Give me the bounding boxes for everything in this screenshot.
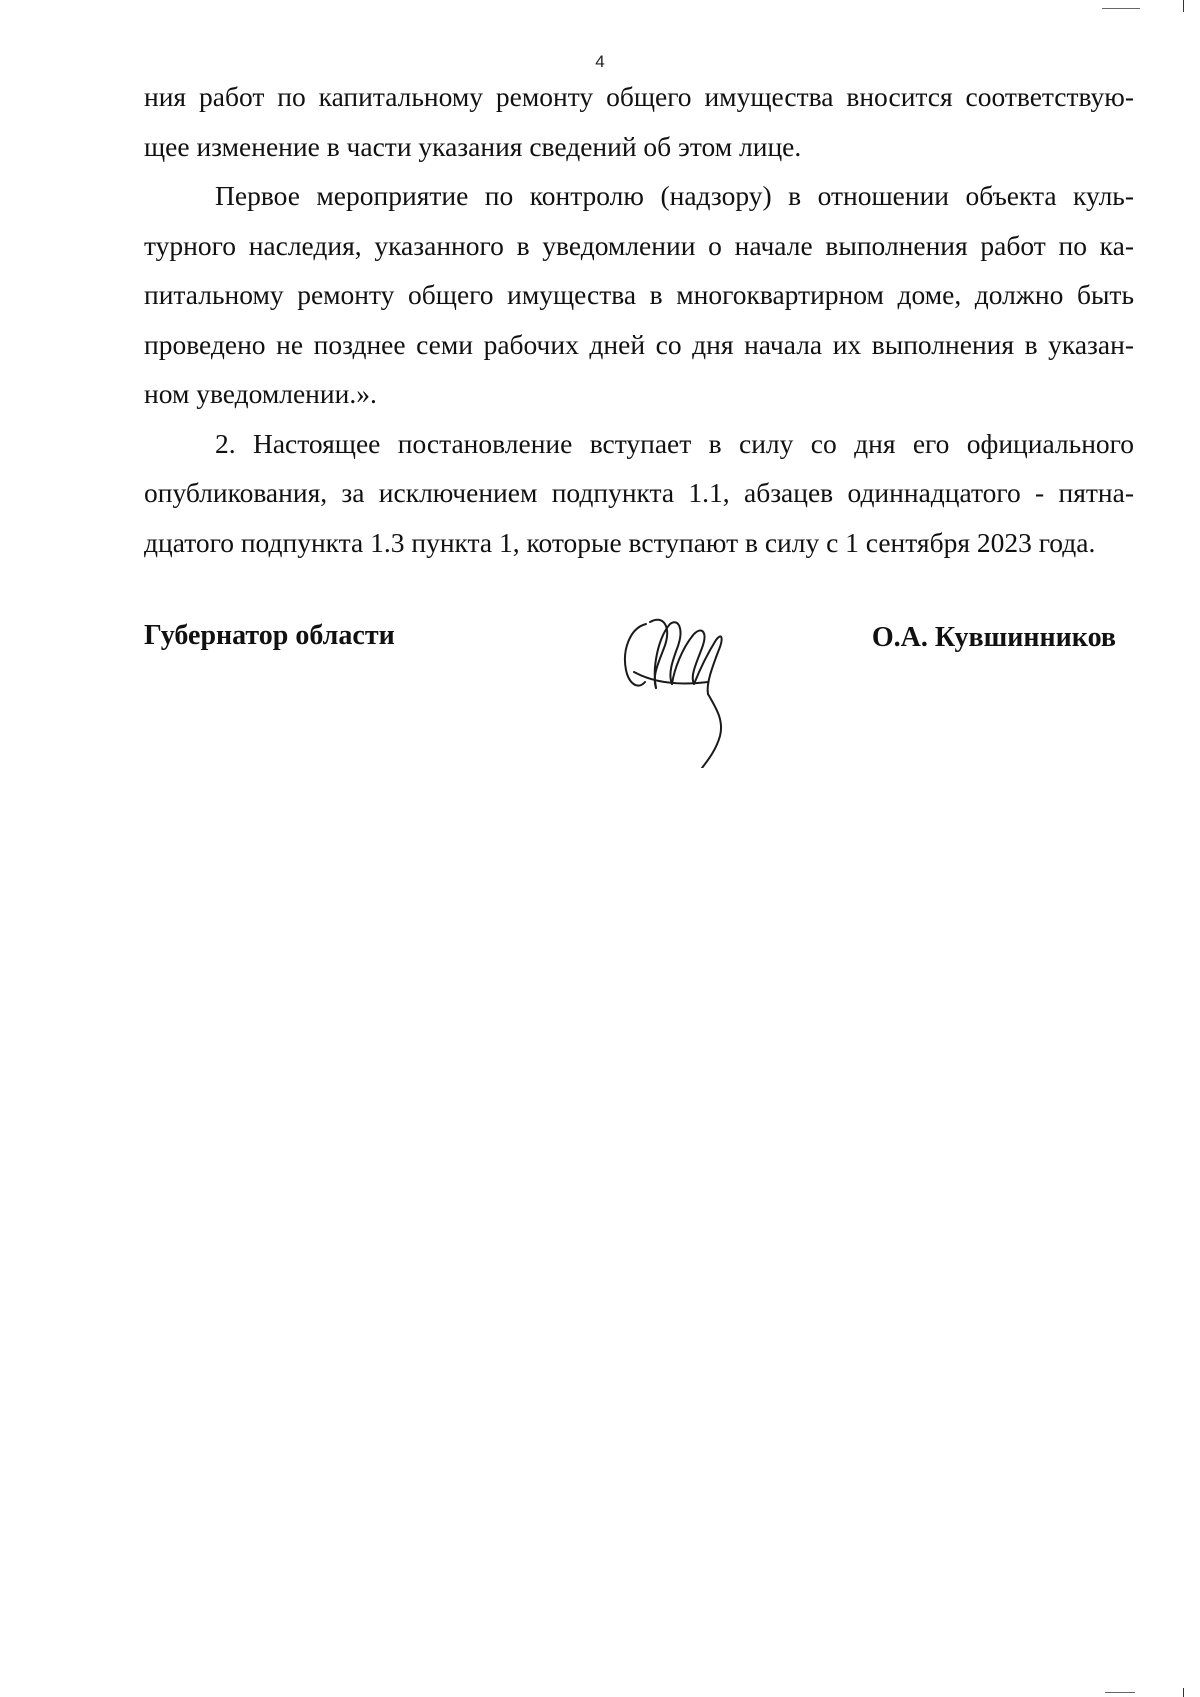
- scan-edge-mark-bottom-right-dash: [1105, 1692, 1135, 1693]
- handwritten-signature-icon: [612, 598, 742, 768]
- paragraph-2-line-4: проведено не позднее семи рабочих дней со дня начала их выполнения в указан-: [144, 328, 1134, 360]
- page-number: 4: [595, 52, 605, 71]
- paragraph-3-line-3: дцатого подпункта 1.3 пункта 1, которые вступают в силу с 1 сентября 2023 года.: [144, 526, 1096, 558]
- signature-block: [144, 620, 1116, 770]
- paragraph-1-line-1: ния работ по капитальному ремонту общего имущества вносится соответствую-: [144, 81, 1134, 112]
- paragraph-3-line-1: 2. Настоящее постановление вступает в силу со дня его официального: [215, 427, 1134, 459]
- scan-edge-mark-bottom-right: [1183, 1688, 1184, 1697]
- document-body: [144, 72, 1134, 567]
- paragraph-2-line-5: ном уведомлении.».: [144, 378, 377, 409]
- scan-edge-mark-top-right: [1183, 0, 1184, 12]
- paragraph-3-line-2: опубликования, за исключением подпункта 1.1, абзацев одиннадцатого - пятна-: [144, 477, 1134, 508]
- paragraph-2-line-3: питальному ремонту общего имущества в многоквартирном доме, должно быть: [144, 279, 1134, 310]
- scan-edge-mark-top-right-dash: [1102, 8, 1140, 9]
- signatory-name: О.А. Кувшинников: [871, 622, 1116, 653]
- paragraph-1-line-2: щее изменение в части указания сведений об этом лице.: [144, 130, 802, 162]
- paragraph-2-line-1: Первое мероприятие по контролю (надзору) в отношении объекта куль-: [215, 180, 1134, 211]
- signatory-title: Губернатор области: [144, 620, 395, 651]
- paragraph-2-line-2: турного наследия, указанного в уведомлении о начале выполнения работ по ка-: [144, 229, 1134, 261]
